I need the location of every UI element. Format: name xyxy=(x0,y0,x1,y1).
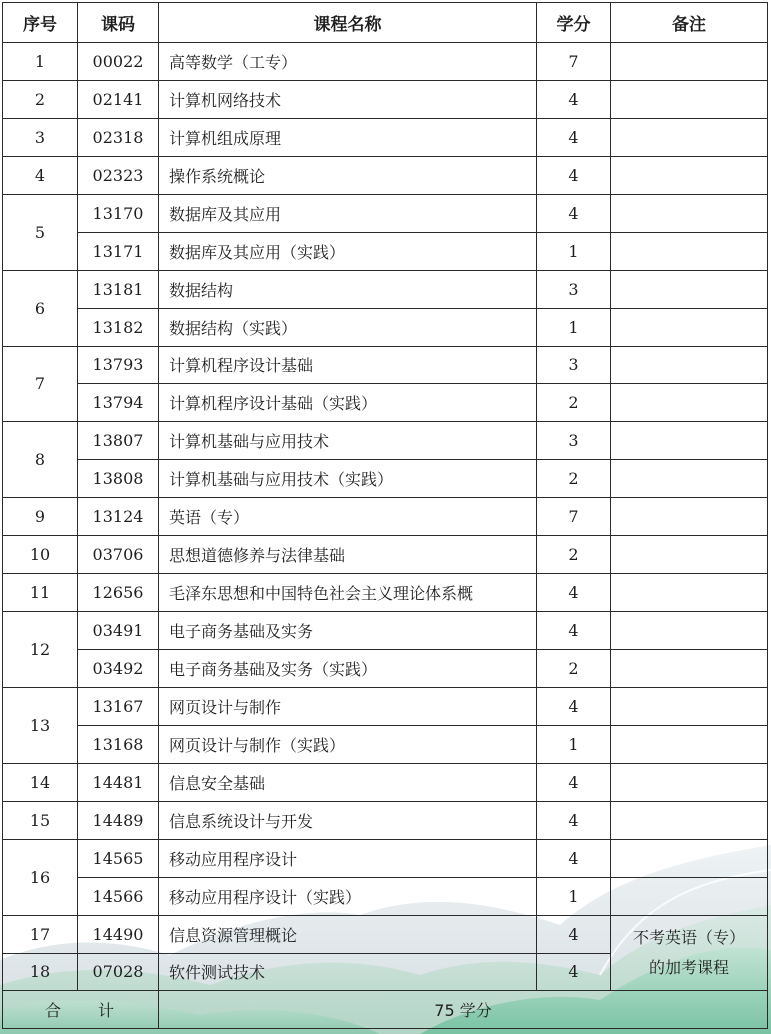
table-row xyxy=(3,194,768,232)
course-name: 毛泽东思想和中国特色社会主义理论体系概 xyxy=(159,574,537,612)
course-note xyxy=(611,612,768,650)
course-code: 13794 xyxy=(78,384,159,422)
total-label-right: 计 xyxy=(97,1001,114,1021)
row-index: 7 xyxy=(3,346,78,422)
course-code: 13124 xyxy=(78,498,159,536)
table-row xyxy=(3,308,768,346)
course-note xyxy=(611,422,768,460)
header-credits: 学分 xyxy=(537,3,611,43)
course-code: 02318 xyxy=(78,118,159,156)
course-code: 13793 xyxy=(78,346,159,384)
course-code: 14490 xyxy=(78,915,159,953)
row-index: 17 xyxy=(3,915,78,953)
course-note xyxy=(611,839,768,877)
course-code: 13171 xyxy=(78,232,159,270)
row-index: 18 xyxy=(3,953,78,991)
course-code: 02323 xyxy=(78,156,159,194)
course-credits: 3 xyxy=(537,422,611,460)
course-credits: 2 xyxy=(537,536,611,574)
row-index: 3 xyxy=(3,118,78,156)
course-code: 14489 xyxy=(78,801,159,839)
table-row xyxy=(3,43,768,81)
course-note xyxy=(611,763,768,801)
course-note xyxy=(611,156,768,194)
table-row xyxy=(3,422,768,460)
course-name: 信息安全基础 xyxy=(159,763,537,801)
course-credits: 4 xyxy=(537,574,611,612)
header-note: 备注 xyxy=(611,3,768,43)
course-code: 03491 xyxy=(78,612,159,650)
note-line: 的加考课程 xyxy=(648,958,729,977)
table-row xyxy=(3,725,768,763)
course-credits: 4 xyxy=(537,839,611,877)
course-credits: 4 xyxy=(537,801,611,839)
course-note xyxy=(611,915,768,991)
course-note xyxy=(611,498,768,536)
course-note xyxy=(611,118,768,156)
course-name: 移动应用程序设计 xyxy=(159,839,537,877)
total-label xyxy=(3,991,159,1029)
table-row xyxy=(3,156,768,194)
table-row xyxy=(3,80,768,118)
course-note xyxy=(611,346,768,384)
row-index: 6 xyxy=(3,270,78,346)
course-credits: 2 xyxy=(537,650,611,688)
total-credits: 75 学分 xyxy=(159,991,768,1029)
table-row xyxy=(3,877,768,915)
course-name: 计算机组成原理 xyxy=(159,118,537,156)
course-note xyxy=(611,725,768,763)
course-code: 12656 xyxy=(78,574,159,612)
table-row xyxy=(3,270,768,308)
course-code: 03706 xyxy=(78,536,159,574)
row-index: 15 xyxy=(3,801,78,839)
course-name: 操作系统概论 xyxy=(159,156,537,194)
row-index: 11 xyxy=(3,574,78,612)
course-code: 13168 xyxy=(78,725,159,763)
course-credits: 4 xyxy=(537,194,611,232)
table-row xyxy=(3,687,768,725)
table-row xyxy=(3,801,768,839)
course-note xyxy=(611,232,768,270)
course-credits: 4 xyxy=(537,118,611,156)
course-code: 14481 xyxy=(78,763,159,801)
course-name: 计算机程序设计基础 xyxy=(159,346,537,384)
total-label-left: 合 xyxy=(45,1001,62,1021)
course-code: 07028 xyxy=(78,953,159,991)
course-name: 计算机程序设计基础（实践） xyxy=(159,384,537,422)
row-index: 2 xyxy=(3,80,78,118)
note-line: 不考英语（专） xyxy=(632,928,745,947)
row-index: 1 xyxy=(3,43,78,81)
course-code: 02141 xyxy=(78,80,159,118)
course-name: 移动应用程序设计（实践） xyxy=(159,877,537,915)
course-name: 高等数学（工专） xyxy=(159,43,537,81)
course-name: 信息资源管理概论 xyxy=(159,915,537,953)
course-name: 数据库及其应用（实践） xyxy=(159,232,537,270)
course-name: 软件测试技术 xyxy=(159,953,537,991)
course-note xyxy=(611,650,768,688)
course-name: 英语（专） xyxy=(159,498,537,536)
row-index: 13 xyxy=(3,687,78,763)
row-index: 12 xyxy=(3,612,78,688)
table-row xyxy=(3,118,768,156)
course-code: 14566 xyxy=(78,877,159,915)
course-credits: 4 xyxy=(537,156,611,194)
course-credits: 4 xyxy=(537,915,611,953)
header-code: 课码 xyxy=(78,3,159,43)
course-name: 计算机网络技术 xyxy=(159,80,537,118)
course-credits: 1 xyxy=(537,308,611,346)
table-row xyxy=(3,763,768,801)
course-code: 14565 xyxy=(78,839,159,877)
course-credits: 1 xyxy=(537,877,611,915)
course-credits: 7 xyxy=(537,498,611,536)
course-table xyxy=(2,2,768,1029)
course-note xyxy=(611,80,768,118)
course-code: 13181 xyxy=(78,270,159,308)
course-note xyxy=(611,574,768,612)
row-index: 8 xyxy=(3,422,78,498)
course-credits: 3 xyxy=(537,346,611,384)
course-credits: 1 xyxy=(537,725,611,763)
course-name: 计算机基础与应用技术（实践） xyxy=(159,460,537,498)
header-index: 序号 xyxy=(3,3,78,43)
course-note xyxy=(611,801,768,839)
course-note xyxy=(611,270,768,308)
course-note xyxy=(611,687,768,725)
course-name: 计算机基础与应用技术 xyxy=(159,422,537,460)
course-name: 电子商务基础及实务 xyxy=(159,612,537,650)
course-credits: 4 xyxy=(537,612,611,650)
course-name: 网页设计与制作（实践） xyxy=(159,725,537,763)
course-code: 13170 xyxy=(78,194,159,232)
course-code: 13167 xyxy=(78,687,159,725)
course-note xyxy=(611,194,768,232)
course-name: 网页设计与制作 xyxy=(159,687,537,725)
table-row xyxy=(3,839,768,877)
course-note xyxy=(611,536,768,574)
course-credits: 1 xyxy=(537,232,611,270)
row-index: 14 xyxy=(3,763,78,801)
course-code: 13182 xyxy=(78,308,159,346)
course-note xyxy=(611,877,768,915)
row-index: 4 xyxy=(3,156,78,194)
table-row xyxy=(3,460,768,498)
course-name: 思想道德修养与法律基础 xyxy=(159,536,537,574)
course-code: 13807 xyxy=(78,422,159,460)
course-name: 信息系统设计与开发 xyxy=(159,801,537,839)
course-credits: 7 xyxy=(537,43,611,81)
table-row xyxy=(3,384,768,422)
course-credits: 4 xyxy=(537,80,611,118)
table-row xyxy=(3,574,768,612)
course-credits: 4 xyxy=(537,687,611,725)
course-name: 数据结构（实践） xyxy=(159,308,537,346)
course-credits: 4 xyxy=(537,763,611,801)
table-row xyxy=(3,536,768,574)
course-code: 00022 xyxy=(78,43,159,81)
table-row xyxy=(3,650,768,688)
table-row xyxy=(3,346,768,384)
course-name: 数据库及其应用 xyxy=(159,194,537,232)
course-name: 数据结构 xyxy=(159,270,537,308)
row-index: 9 xyxy=(3,498,78,536)
total-row xyxy=(3,991,768,1029)
table-row xyxy=(3,498,768,536)
course-credits: 4 xyxy=(537,953,611,991)
course-credits: 2 xyxy=(537,384,611,422)
course-name: 电子商务基础及实务（实践） xyxy=(159,650,537,688)
course-note xyxy=(611,460,768,498)
course-note xyxy=(611,308,768,346)
course-credits: 3 xyxy=(537,270,611,308)
course-code: 13808 xyxy=(78,460,159,498)
row-index: 16 xyxy=(3,839,78,915)
course-code: 03492 xyxy=(78,650,159,688)
table-row xyxy=(3,915,768,953)
header-name: 课程名称 xyxy=(159,3,537,43)
course-note xyxy=(611,384,768,422)
row-index: 5 xyxy=(3,194,78,270)
course-credits: 2 xyxy=(537,460,611,498)
table-row xyxy=(3,612,768,650)
header-row xyxy=(3,3,768,43)
course-note xyxy=(611,43,768,81)
row-index: 10 xyxy=(3,536,78,574)
table-row xyxy=(3,232,768,270)
